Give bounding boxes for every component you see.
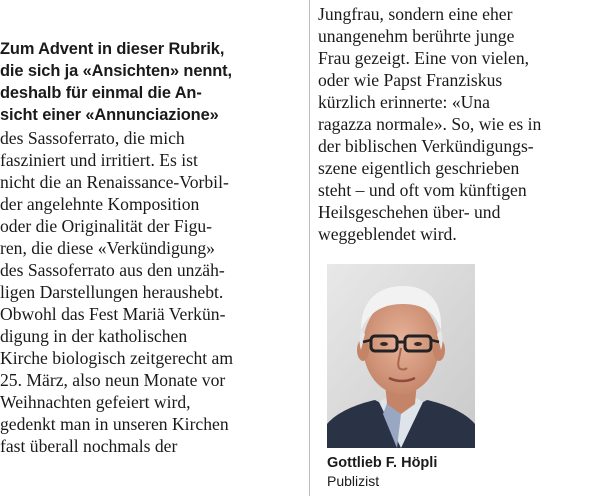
body-line: kürzlich erinnerte: «Una xyxy=(318,92,490,112)
body-line: gedenkt man in unseren Kirchen xyxy=(0,414,229,434)
body-line: weggeblendet wird. xyxy=(318,224,457,244)
body-line: der angelehnte Komposition xyxy=(0,194,200,214)
author-name: Gottlieb F. Höpli xyxy=(327,455,438,471)
body-line: ren, die diese «Verkündigung» xyxy=(0,238,215,258)
author-portrait-icon xyxy=(327,264,475,448)
body-line: Jungfrau, sondern eine eher xyxy=(318,4,513,24)
body-line: Heilsgeschehen über- und xyxy=(318,202,501,222)
body-line: digung in der katholischen xyxy=(0,326,188,346)
body-line: ragazza normale». So, wie es in xyxy=(318,114,542,134)
body-line: 25. März, also neun Monate vor xyxy=(0,370,226,390)
body-line: steht – und oft vom künftigen xyxy=(318,180,527,200)
lead-line: deshalb für einmal die An- xyxy=(0,84,202,102)
body-line: des Sassoferrato, die mich xyxy=(0,128,185,148)
lead-line: sicht einer «Annunciazione» xyxy=(0,106,219,124)
body-line: nicht die an Renaissance-Vorbil- xyxy=(0,172,229,192)
body-line: oder die Originalität der Figu- xyxy=(0,216,213,236)
body-line: szene eigentlich geschrieben xyxy=(318,158,520,178)
body-line: Kirche biologisch zeitgerecht am xyxy=(0,348,234,368)
lead-line: die sich ja «Ansichten» nennt, xyxy=(0,62,232,80)
author-photo xyxy=(327,264,475,448)
lead-line: Zum Advent in dieser Rubrik, xyxy=(0,40,225,58)
body-line: Frau gezeigt. Eine von vielen, xyxy=(318,48,530,68)
body-line: des Sassoferrato aus den unzäh- xyxy=(0,260,225,280)
body-line: der biblischen Verkündigungs- xyxy=(318,136,534,156)
body-line: oder wie Papst Franziskus xyxy=(318,70,503,90)
body-line: fast überall nochmals der xyxy=(0,436,178,456)
column-divider xyxy=(309,0,310,496)
author-role: Publizist xyxy=(327,473,380,489)
body-line: unangenehm berührte junge xyxy=(318,26,515,46)
body-line: Weihnachten gefeiert wird, xyxy=(0,392,191,412)
body-line: Obwohl das Fest Mariä Verkün- xyxy=(0,304,226,324)
body-line: ligen Darstellungen heraushebt. xyxy=(0,282,224,302)
body-line: fasziniert und irritiert. Es ist xyxy=(0,150,198,170)
